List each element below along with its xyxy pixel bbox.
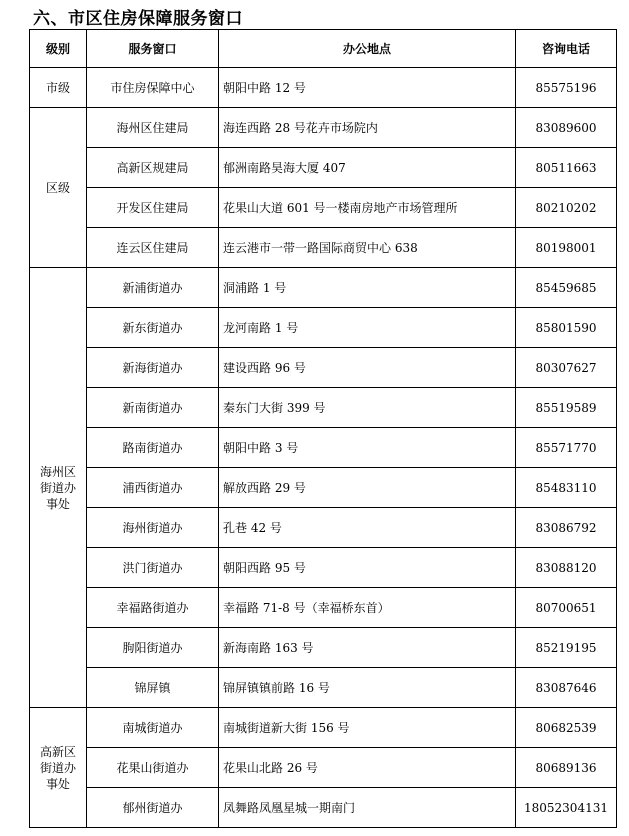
address-cell: 朝阳西路 95 号: [219, 548, 516, 588]
window-cell: 朐阳街道办: [87, 628, 219, 668]
level-cell: [30, 268, 87, 708]
window-cell: 海州街道办: [87, 508, 219, 548]
header-level: 级别: [30, 30, 87, 68]
address-cell: 南城街道新大街 156 号: [219, 708, 516, 748]
window-cell: 南城街道办: [87, 708, 219, 748]
window-cell: 郁州街道办: [87, 788, 219, 828]
table-row: [30, 708, 617, 748]
window-cell: 新海街道办: [87, 348, 219, 388]
service-window-table: [29, 29, 617, 828]
address-cell: 凤舞路凤凰星城一期南门: [219, 788, 516, 828]
window-cell: 浦西街道办: [87, 468, 219, 508]
address-cell: 花果山大道 601 号一楼南房地产市场管理所: [219, 188, 516, 228]
address-cell: 朝阳中路 12 号: [219, 68, 516, 108]
address-cell: 建设西路 96 号: [219, 348, 516, 388]
phone-cell: 80511663: [516, 148, 617, 188]
address-cell: 孔巷 42 号: [219, 508, 516, 548]
address-cell: 秦东门大街 399 号: [219, 388, 516, 428]
table-row: [30, 308, 617, 348]
table-row: [30, 68, 617, 108]
address-cell: 解放西路 29 号: [219, 468, 516, 508]
window-cell: 开发区住建局: [87, 188, 219, 228]
phone-cell: 85459685: [516, 268, 617, 308]
table-row: [30, 108, 617, 148]
address-cell: 连云港市一带一路国际商贸中心 638: [219, 228, 516, 268]
phone-cell: 80307627: [516, 348, 617, 388]
table-row: [30, 428, 617, 468]
window-cell: 路南街道办: [87, 428, 219, 468]
level-label: 市级: [45, 80, 70, 95]
address-cell: 锦屏镇镇前路 16 号: [219, 668, 516, 708]
table-row: [30, 748, 617, 788]
phone-cell: 85519589: [516, 388, 617, 428]
phone-cell: 83089600: [516, 108, 617, 148]
phone-cell: 83086792: [516, 508, 617, 548]
window-cell: 海州区住建局: [87, 108, 219, 148]
window-cell: 锦屏镇: [87, 668, 219, 708]
phone-cell: 83087646: [516, 668, 617, 708]
address-cell: 龙河南路 1 号: [219, 308, 516, 348]
phone-cell: 80198001: [516, 228, 617, 268]
table-header-row: [30, 30, 617, 68]
header-window: 服务窗口: [87, 30, 219, 68]
level-label: 区级: [45, 180, 70, 195]
window-cell: 新东街道办: [87, 308, 219, 348]
phone-cell: 85571770: [516, 428, 617, 468]
window-cell: 连云区住建局: [87, 228, 219, 268]
table-row: [30, 148, 617, 188]
table-row: [30, 668, 617, 708]
address-cell: 朝阳中路 3 号: [219, 428, 516, 468]
phone-cell: 80682539: [516, 708, 617, 748]
table-row: [30, 348, 617, 388]
window-cell: 花果山街道办: [87, 748, 219, 788]
address-cell: 海连西路 28 号花卉市场院内: [219, 108, 516, 148]
phone-cell: 18052304131: [516, 788, 617, 828]
level-label: 海州区街道办事处: [39, 464, 76, 511]
header-phone: 咨询电话: [516, 30, 617, 68]
table-body: [30, 68, 617, 828]
level-cell: [30, 68, 87, 108]
level-cell: [30, 708, 87, 828]
phone-cell: 80689136: [516, 748, 617, 788]
section-title: 六、市区住房保障服务窗口: [33, 9, 243, 29]
window-cell: 幸福路街道办: [87, 588, 219, 628]
table-row: [30, 588, 617, 628]
window-cell: 洪门街道办: [87, 548, 219, 588]
address-cell: 洞浦路 1 号: [219, 268, 516, 308]
window-cell: 新南街道办: [87, 388, 219, 428]
address-cell: 花果山北路 26 号: [219, 748, 516, 788]
table-row: [30, 188, 617, 228]
window-cell: 新浦街道办: [87, 268, 219, 308]
level-cell: [30, 108, 87, 268]
header-address: 办公地点: [219, 30, 516, 68]
level-label: 高新区街道办事处: [39, 744, 76, 791]
address-cell: 新海南路 163 号: [219, 628, 516, 668]
table-row: [30, 228, 617, 268]
table-row: [30, 388, 617, 428]
address-cell: 幸福路 71-8 号（幸福桥东首）: [219, 588, 516, 628]
phone-cell: 80700651: [516, 588, 617, 628]
phone-cell: 85483110: [516, 468, 617, 508]
table-row: [30, 548, 617, 588]
window-cell: 市住房保障中心: [87, 68, 219, 108]
phone-cell: 85219195: [516, 628, 617, 668]
phone-cell: 83088120: [516, 548, 617, 588]
table-row: [30, 508, 617, 548]
phone-cell: 85801590: [516, 308, 617, 348]
table-row: [30, 268, 617, 308]
phone-cell: 85575196: [516, 68, 617, 108]
window-cell: 高新区规建局: [87, 148, 219, 188]
address-cell: 郁洲南路昊海大厦 407: [219, 148, 516, 188]
table-row: [30, 788, 617, 828]
table-row: [30, 628, 617, 668]
table-row: [30, 468, 617, 508]
phone-cell: 80210202: [516, 188, 617, 228]
